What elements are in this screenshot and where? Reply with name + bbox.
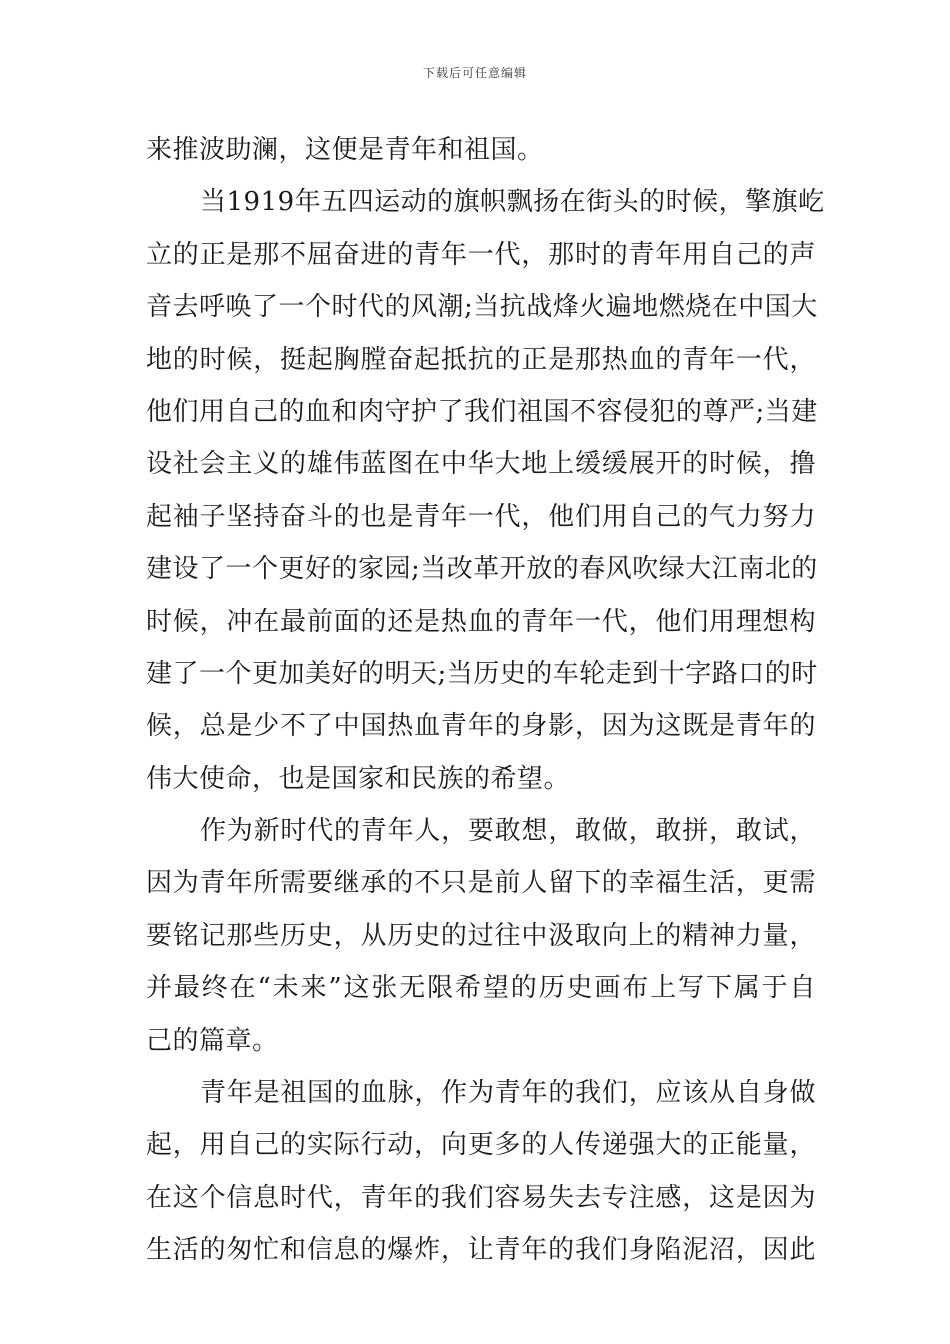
text-line: 地的时候，挺起胸膛奋起抵抗的正是那热血的青年一代， — [146, 344, 816, 375]
text-line: 建了一个更加美好的明天;当历史的车轮走到十字路口的时 — [146, 658, 818, 689]
text-line: 候，总是少不了中国热血青年的身影，因为这既是青年的 — [146, 711, 816, 742]
text-line: 当1919年五四运动的旗帜飘扬在街头的时候，擎旗屹 — [200, 187, 825, 218]
text-line: 音去呼唤了一个时代的风潮;当抗战烽火遍地燃烧在中国大 — [146, 292, 818, 323]
page-header-note: 下载后可任意编辑 — [422, 66, 527, 80]
text-line: 起，用自己的实际行动，向更多的人传递强大的正能量， — [146, 1130, 816, 1161]
text-line: 并最终在“未来”这张无限希望的历史画布上写下属于自 — [146, 973, 816, 1004]
text-line: 立的正是那不屈奋进的青年一代，那时的青年用自己的声 — [146, 239, 816, 270]
text-line: 设社会主义的雄伟蓝图在中华大地上缓缓展开的时候，撸 — [146, 449, 816, 480]
text-line: 时候，冲在最前面的还是热血的青年一代，他们用理想构 — [146, 606, 816, 637]
text-line: 起袖子坚持奋斗的也是青年一代，他们用自己的气力努力 — [146, 501, 816, 532]
text-line: 因为青年所需要继承的不只是前人留下的幸福生活，更需 — [146, 868, 816, 899]
text-line: 生活的匆忙和信息的爆炸，让青年的我们身陷泥沼，因此 — [146, 1235, 816, 1266]
text-line: 作为新时代的青年人，要敢想，敢做，敢拼，敢试， — [200, 816, 816, 847]
text-line: 己的篇章。 — [146, 1025, 279, 1056]
text-line: 来推波助澜，这便是青年和祖国。 — [146, 135, 544, 165]
text-line: 伟大使命，也是国家和民族的希望。 — [146, 763, 571, 794]
text-line: 在这个信息时代，青年的我们容易失去专注感，这是因为 — [146, 1182, 816, 1213]
text-line: 要铭记那些历史，从历史的过往中汲取向上的精神力量， — [146, 920, 816, 951]
text-line: 青年是祖国的血脉，作为青年的我们，应该从自身做 — [200, 1078, 816, 1109]
text-line: 建设了一个更好的家园;当改革开放的春风吹绿大江南北的 — [146, 554, 818, 585]
text-line: 他们用自己的血和肉守护了我们祖国不容侵犯的尊严;当建 — [146, 396, 818, 427]
document-body — [146, 124, 825, 1277]
